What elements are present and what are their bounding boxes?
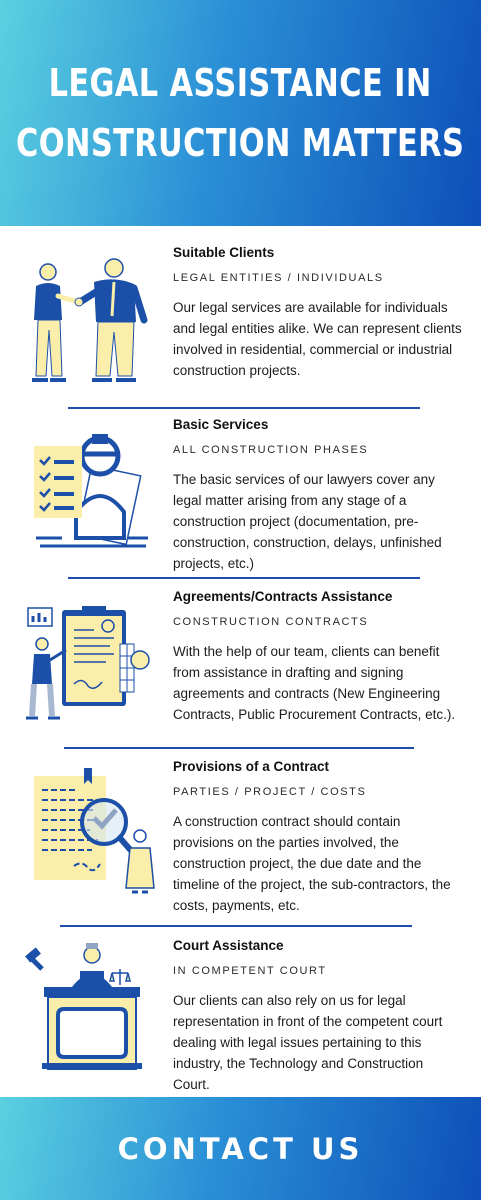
section-body: With the help of our team, clients can benefit from assistance in drafting and signing agreements and contracts (New Engineering Contracts, Public Procurement Contracts, etc.).	[173, 644, 456, 722]
handshake-people-icon	[22, 258, 158, 408]
divider	[64, 747, 414, 749]
section-title: Court Assistance	[173, 938, 284, 953]
section-title: Agreements/Contracts Assistance	[173, 589, 393, 604]
footer-banner	[0, 1097, 481, 1200]
header-banner	[0, 0, 481, 226]
divider	[68, 407, 420, 409]
section-text	[173, 244, 463, 381]
page-title	[16, 53, 464, 173]
section-subtitle: ALL CONSTRUCTION PHASES	[173, 444, 369, 456]
section-text	[173, 937, 463, 1095]
checklist-worker-icon	[22, 434, 158, 584]
section-subtitle: LEGAL ENTITIES / INDIVIDUALS	[173, 272, 384, 284]
section-subtitle: CONSTRUCTION CONTRACTS	[173, 616, 369, 628]
judge-court-icon	[22, 941, 158, 1091]
page-title-line-1: LEGAL ASSISTANCE IN	[48, 61, 433, 105]
magnifier-document-icon	[22, 768, 158, 918]
section-title: Provisions of a Contract	[173, 759, 330, 774]
section-text	[173, 416, 463, 574]
divider	[68, 577, 420, 579]
page-title-line-2: CONSTRUCTION MATTERS	[16, 121, 465, 165]
section-subtitle: PARTIES / PROJECT / COSTS	[173, 786, 367, 798]
section-body: Our clients can also rely on us for legal representation in front of the competent court dealing with legal issues pertaining to this industry, the Technology and Construction Court.	[173, 993, 443, 1092]
section-text	[173, 758, 463, 916]
contact-us-button[interactable]: CONTACT US	[117, 1131, 364, 1166]
section-title: Suitable Clients	[173, 245, 275, 260]
section-body: Our legal services are available for individuals and legal entities alike. We can represent clients involved in residential, commercial or industrial construction projects.	[173, 300, 462, 378]
section-body: A construction contract should contain provisions on the parties involved, the construction project, the due date and the timeline of the project, the sub-contractors, the costs, payments, etc.	[173, 814, 451, 913]
section-subtitle: IN COMPETENT COURT	[173, 965, 327, 977]
clipboard-contract-icon	[22, 604, 158, 754]
section-body: The basic services of our lawyers cover any legal matter arising from any stage of a construction project (documentation, pre-construction, construction, delays, unfinished projects, etc.)	[173, 472, 442, 571]
section-title: Basic Services	[173, 417, 269, 432]
divider	[60, 925, 412, 927]
section-text	[173, 588, 463, 725]
